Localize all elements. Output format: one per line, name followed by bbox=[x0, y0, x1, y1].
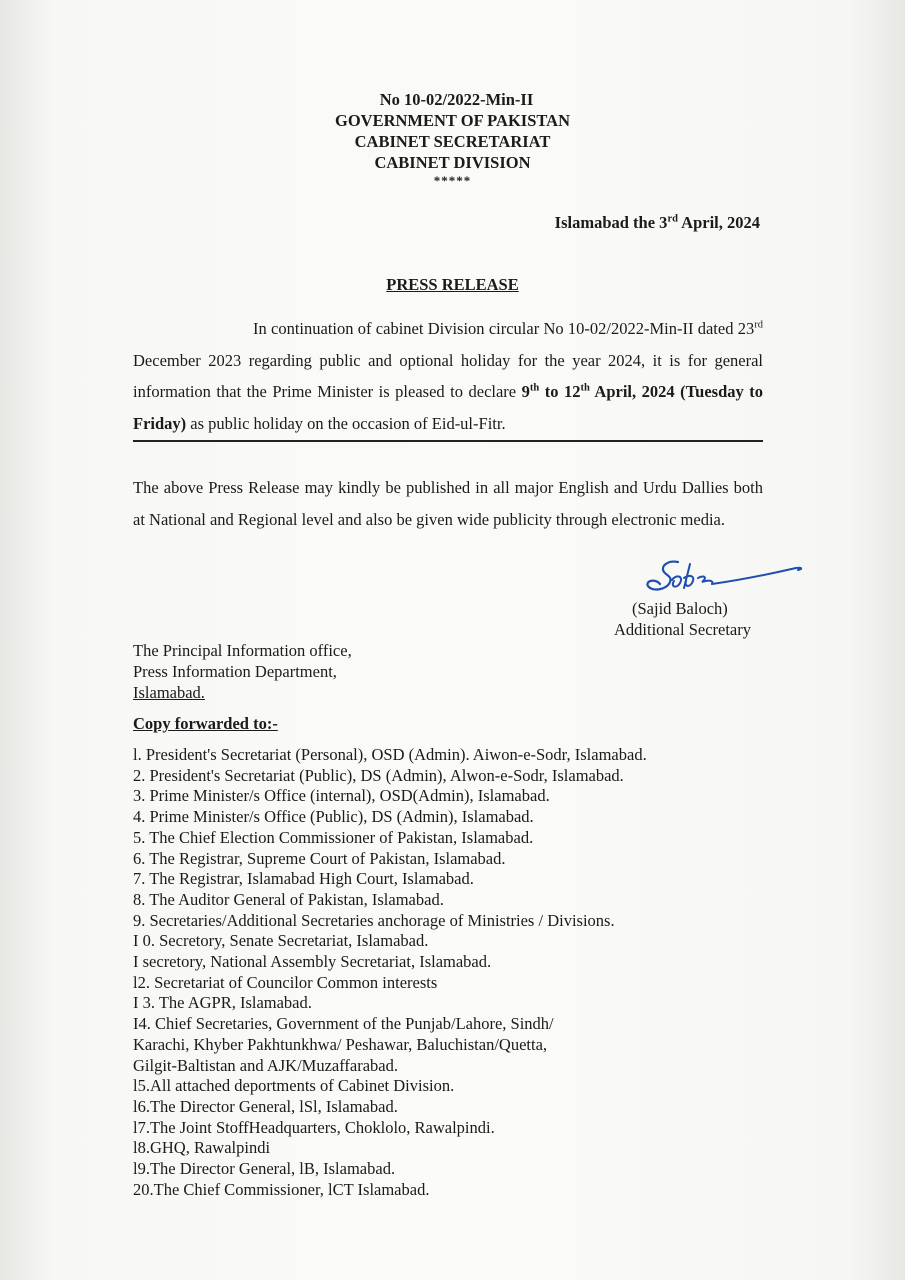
list-item: 9. Secretaries/Additional Secretaries anchorage of Ministries / Divisions. bbox=[133, 910, 615, 930]
signer-designation: Additional Secretary bbox=[614, 620, 751, 639]
addressee-block bbox=[133, 640, 352, 703]
addressee-line: Press Information Department, bbox=[133, 662, 337, 681]
issue-date bbox=[555, 213, 760, 233]
government-title: GOVERNMENT OF PAKISTAN bbox=[335, 111, 570, 130]
divider-line bbox=[133, 440, 763, 442]
list-item: I4. Chief Secretaries, Government of the Punjab/Lahore, Sindh/ bbox=[133, 1014, 554, 1034]
list-item: l2. Secretariat of Councilor Common interests bbox=[133, 972, 438, 992]
press-release-title: PRESS RELEASE bbox=[386, 275, 519, 294]
division-title: CABINET DIVISION bbox=[374, 153, 531, 172]
list-item: 20.The Chief Commissioner, lCT Islamabad. bbox=[133, 1179, 430, 1199]
holiday-days: (Tuesday to Friday) bbox=[133, 382, 763, 433]
list-item: l5.All attached deportments of Cabinet Division. bbox=[133, 1076, 455, 1096]
date-prefix: Islamabad the 3 bbox=[554, 213, 668, 232]
list-item: l6.The Director General, lSl, Islamabad. bbox=[133, 1096, 398, 1116]
main-paragraph: In continuation of cabinet Division circular No 10-02/2022-Min-II dated 23rd December 2023 regarding public and optional holiday for the year 2024, it is for general information that the Prime Minister is pleased to declare 9th to 12th April, 2024 (Tuesday to Friday) as public holiday on the occasion of Eid-ul-Fitr. bbox=[133, 319, 764, 433]
list-item: 6. The Registrar, Supreme Court of Pakistan, Islamabad. bbox=[133, 848, 506, 868]
list-item: 5. The Chief Election Commissioner of Pakistan, Islamabad. bbox=[133, 827, 534, 847]
copy-forwarded-list bbox=[133, 745, 753, 1200]
letterhead bbox=[0, 89, 905, 188]
publication-paragraph: The above Press Release may kindly be published in all major English and Urdu Dallies both at National and Regional level and also be given wide publicity through electronic media. bbox=[133, 478, 763, 529]
reference-number: No 10-02/2022-Min-II bbox=[379, 90, 534, 109]
list-item: l7.The Joint StoffHeadquarters, Choklolo, Rawalpindi. bbox=[133, 1117, 495, 1137]
list-item: I 0. Secretory, Senate Secretariat, Islamabad. bbox=[133, 931, 429, 951]
secretariat-title: CABINET SECRETARIAT bbox=[354, 132, 551, 151]
list-item: I 3. The AGPR, Islamabad. bbox=[133, 993, 312, 1013]
signer-name: (Sajid Baloch) bbox=[632, 599, 728, 618]
list-item: l. President's Secretariat (Personal), OSD (Admin). Aiwon-e-Sodr, Islamabad. bbox=[133, 745, 647, 764]
list-item: Gilgit-Baltistan and AJK/Muzaffarabad. bbox=[133, 1055, 399, 1075]
list-item: I secretory, National Assembly Secretariat, Islamabad. bbox=[133, 952, 492, 972]
header-stars: ***** bbox=[433, 173, 472, 188]
copy-forwarded-heading: Copy forwarded to:- bbox=[133, 714, 278, 733]
list-item: Karachi, Khyber Pakhtunkhwa/ Peshawar, Baluchistan/Quetta, bbox=[133, 1034, 548, 1054]
list-item: l8.GHQ, Rawalpindi bbox=[133, 1138, 271, 1158]
date-ordinal: rd bbox=[667, 213, 678, 225]
date-suffix: April, 2024 bbox=[677, 213, 760, 232]
addressee-city: Islamabad. bbox=[133, 683, 205, 702]
list-item: 7. The Registrar, Islamabad High Court, Islamabad. bbox=[133, 869, 474, 889]
holiday-dates: 9th to 12th April, 2024 (Tuesday to Friday) bbox=[133, 382, 763, 433]
addressee-line: The Principal Information office, bbox=[133, 641, 352, 660]
list-item: 4. Prime Minister/s Office (Public), DS (Admin), Islamabad. bbox=[133, 807, 534, 827]
list-item: 3. Prime Minister/s Office (internal), OSD(Admin), Islamabad. bbox=[133, 786, 550, 806]
list-item: 2. President's Secretariat (Public), DS (Admin), Alwon-e-Sodr, Islamabad. bbox=[133, 765, 624, 785]
list-item: l9.The Director General, lB, Islamabad. bbox=[133, 1159, 396, 1179]
signature-block bbox=[614, 598, 764, 640]
list-item: 8. The Auditor General of Pakistan, Islamabad. bbox=[133, 889, 444, 909]
